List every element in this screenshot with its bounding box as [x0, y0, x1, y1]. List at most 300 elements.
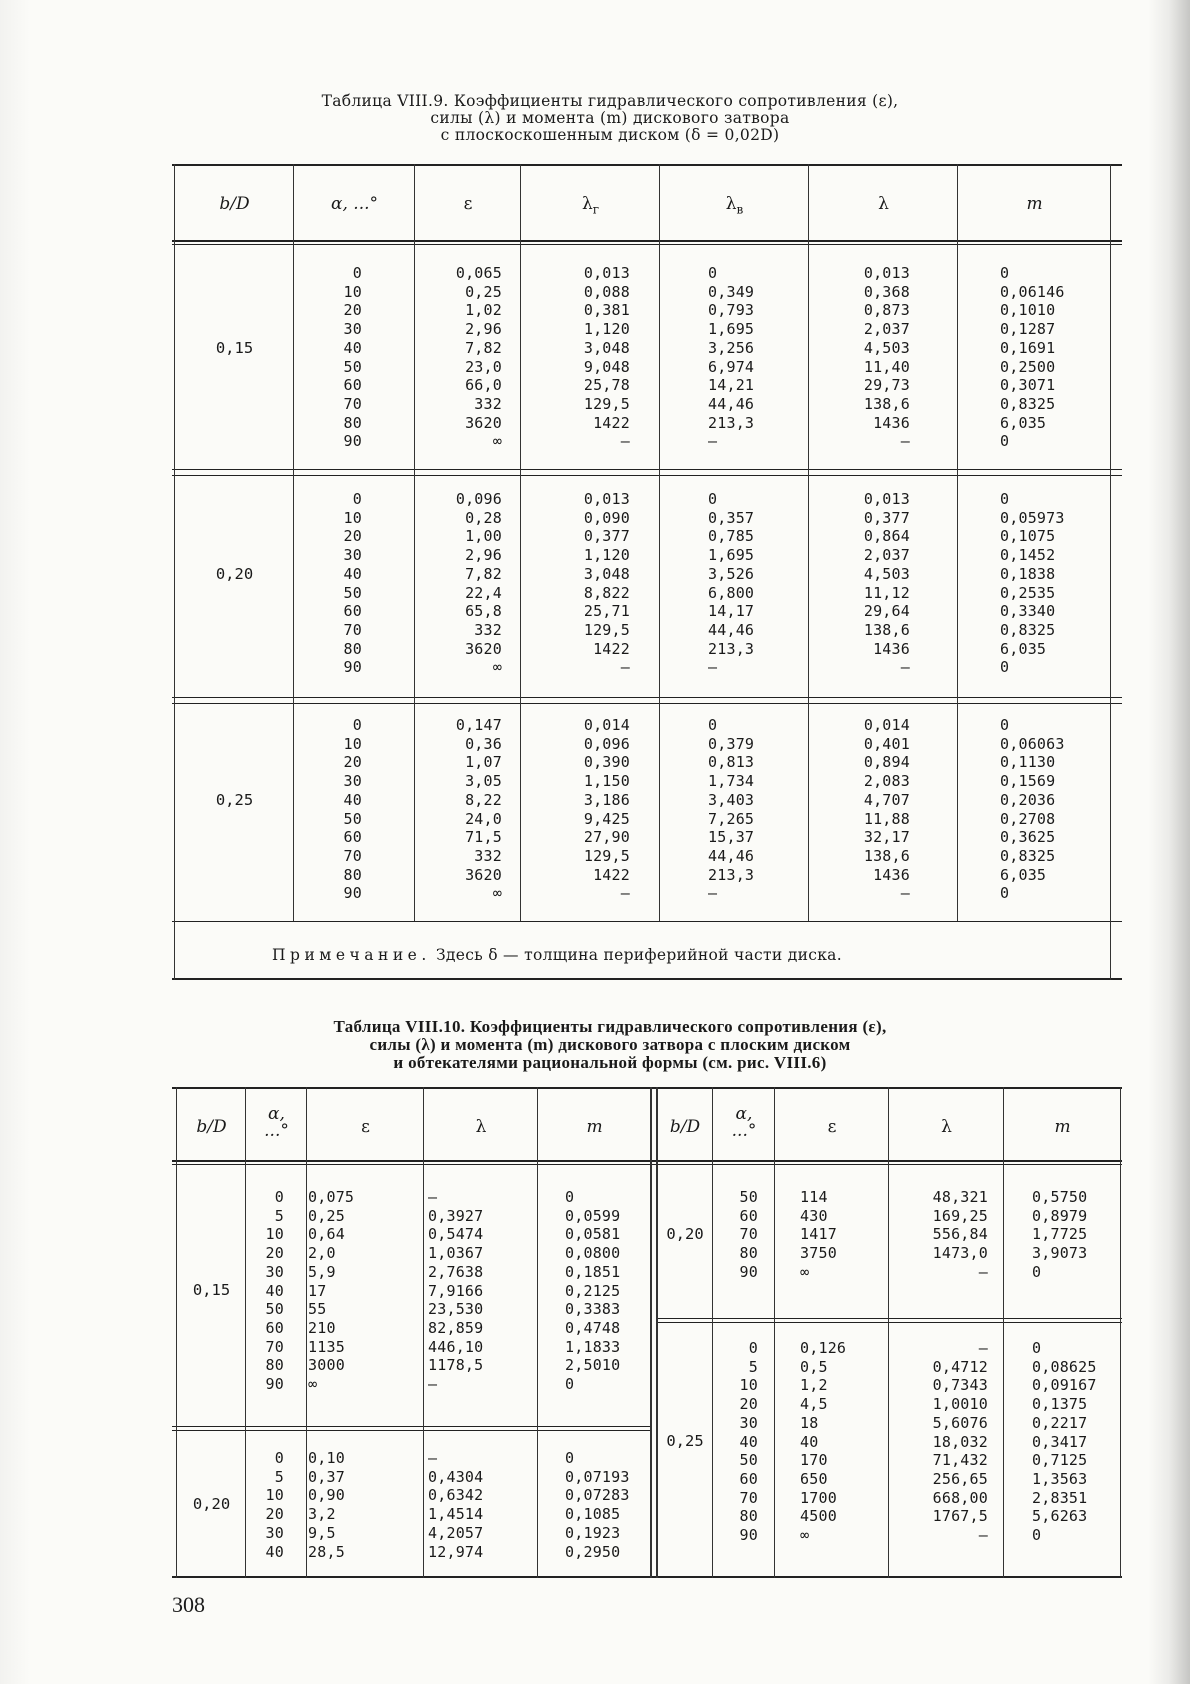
t2-eps-col-left — [308, 1449, 405, 1561]
t2-eps-col-left-cell: 9,5 — [308, 1523, 336, 1542]
t1-lambda-g-col-cell: — — [620, 658, 630, 677]
t1-lambda-g-col — [528, 716, 630, 903]
t2-alpha-col-right-cell: 50 — [739, 1188, 758, 1206]
t2-lambda-col-left-cell: 1,4514 — [428, 1505, 484, 1524]
t1-alpha-col-cell: 0 — [352, 490, 362, 508]
table2-vline — [245, 1087, 246, 1578]
t1-lambda-v-col-cell: 0 — [708, 264, 718, 282]
t1-lambda-col — [830, 716, 910, 903]
t1-lambda-col-cell: 138,6 — [863, 394, 910, 413]
t2-m-col-left-cell: 1,1833 — [565, 1337, 621, 1356]
t2-alpha-col-right-cell: 30 — [739, 1413, 758, 1432]
t1-lambda-v-col-cell: 44,46 — [708, 394, 755, 413]
t1-m-col — [1000, 264, 1100, 451]
t2-lambda-col-right-cell: 5,6076 — [932, 1413, 988, 1432]
t2-lambda-col-left-cell: 82,859 — [428, 1318, 484, 1337]
t2-alpha-col-left-cell: 30 — [265, 1523, 284, 1542]
table2-vline — [774, 1087, 775, 1578]
t1-lambda-v-col-cell: — — [708, 884, 718, 903]
t1-m-col-cell: 0,2708 — [1000, 809, 1056, 828]
t2-eps-col-right-cell: 430 — [800, 1206, 828, 1225]
t2-m-col-right-cell: 0 — [1032, 1262, 1042, 1281]
t2-m-col-left-cell: 0,07193 — [565, 1467, 630, 1486]
t2-m-col-left — [565, 1188, 649, 1394]
t1-lambda-v-col-cell: 1,695 — [708, 546, 755, 565]
t1-alpha-col-cell: 0 — [352, 264, 362, 282]
t2-alpha-col-right-cell: 80 — [739, 1244, 758, 1263]
t1-alpha-col-cell: 0 — [352, 716, 362, 734]
t1-eps-col-cell: 0,28 — [465, 508, 502, 527]
t1-lambda-g-col-cell: 1422 — [593, 639, 630, 658]
t2-eps-col-left-cell: 0,075 — [308, 1188, 355, 1206]
t2-eps-col-left — [308, 1188, 405, 1394]
t2-alpha-col-left-cell: 20 — [265, 1244, 284, 1263]
t2-alpha-col-right-cell: 40 — [739, 1432, 758, 1451]
t2-eps-col-left-cell: 2,0 — [308, 1244, 336, 1263]
t1-alpha-col — [300, 264, 362, 451]
t2-header-lambda-left: λ — [475, 1117, 487, 1137]
t1-lambda-g-col-cell: 1422 — [593, 865, 630, 884]
t2-eps-col-right-cell: 114 — [800, 1188, 828, 1206]
t2-alpha-col-left — [250, 1188, 284, 1394]
t2-eps-col-left-cell: 0,64 — [308, 1225, 345, 1244]
t1-lambda-col-cell: 138,6 — [863, 846, 910, 865]
t1-lambda-v-col-cell: 6,800 — [708, 583, 755, 602]
t1-eps-col-cell: ∞ — [492, 884, 502, 903]
table1-vline — [414, 164, 415, 921]
table2-vline — [712, 1087, 713, 1578]
t2-header-bd-left: b/D — [196, 1117, 227, 1137]
t1-eps-col — [420, 716, 502, 903]
t1-alpha-col-cell: 50 — [343, 357, 362, 376]
table2-vline — [537, 1087, 538, 1578]
t1-eps-col-cell: 22,4 — [465, 583, 502, 602]
t2-lambda-col-right-cell: 18,032 — [932, 1432, 988, 1451]
t2-alpha-col-left-cell: 30 — [265, 1262, 284, 1281]
t2-m-col-left-cell: 0,1085 — [565, 1505, 621, 1524]
t2-header-alpha-bottom: ...° — [264, 1121, 289, 1141]
t1-lambda-col-cell: 4,503 — [863, 564, 910, 583]
table2-vline — [1003, 1087, 1004, 1578]
t1-lambda-col-cell: 0,377 — [863, 508, 910, 527]
table1-note-text: Здесь δ — толщина периферийной части диска. — [430, 946, 842, 964]
t1-eps-col-cell: 0,25 — [465, 282, 502, 301]
t2-lambda-col-right-cell: 169,25 — [932, 1206, 988, 1225]
t2-eps-col-right-cell: 4,5 — [800, 1395, 828, 1414]
t1-lambda-col-cell: 4,707 — [863, 790, 910, 809]
t1-lambda-col — [830, 490, 910, 677]
t2-lambda-col-left-cell: 12,974 — [428, 1542, 484, 1561]
t2-lambda-col-left-cell: 1178,5 — [428, 1356, 484, 1375]
t1-alpha-col-cell: 80 — [343, 413, 362, 432]
t2-m-col-left-cell: 0,1923 — [565, 1523, 621, 1542]
t1-eps-col-cell: 2,96 — [465, 546, 502, 565]
t2-eps-col-left-cell: 3000 — [308, 1356, 345, 1375]
t1-lambda-v-col-cell: 14,21 — [708, 376, 755, 395]
t2-bd-value-right: 0,25 — [666, 1431, 704, 1450]
table2-header-rule — [172, 1160, 1122, 1162]
t1-lambda-v-col-cell: 0,357 — [708, 508, 755, 527]
t1-lambda-v-col-cell: 44,46 — [708, 846, 755, 865]
t1-lambda-g-col-cell: 0,088 — [583, 282, 630, 301]
t2-m-col-right-cell: 0 — [1032, 1339, 1042, 1357]
t1-eps-col — [420, 490, 502, 677]
t1-m-col-cell: 0,06146 — [1000, 282, 1065, 301]
t1-alpha-col-cell: 30 — [343, 772, 362, 791]
t1-lambda-g-col — [528, 490, 630, 677]
t2-eps-col-left-cell: 55 — [308, 1300, 327, 1319]
t2-m-col-right-cell: 1,3563 — [1032, 1469, 1088, 1488]
t1-lambda-v-col-cell: — — [708, 658, 718, 677]
t2-header-alpha-bottom: ...° — [731, 1121, 757, 1141]
t1-lambda-g-col-cell: — — [620, 884, 630, 903]
t2-alpha-col-right-cell: 0 — [748, 1339, 758, 1357]
t2-alpha-col-left-cell: 70 — [265, 1337, 284, 1356]
t1-header-lambda-v-sub: в — [736, 202, 744, 217]
t2-eps-col-right-cell: 3750 — [800, 1244, 837, 1263]
t2-alpha-col-left-cell: 0 — [274, 1188, 284, 1206]
t2-header-bd-right: b/D — [669, 1117, 701, 1137]
table1-bottom-rule — [172, 978, 1122, 980]
t1-alpha-col-cell: 40 — [343, 790, 362, 809]
t1-alpha-col-cell: 30 — [343, 546, 362, 565]
t2-alpha-col-left-cell: 10 — [265, 1486, 284, 1505]
t2-alpha-col-right-cell: 50 — [739, 1451, 758, 1470]
t2-m-col-right-cell: 0 — [1032, 1526, 1042, 1545]
t2-header-lambda-right: λ — [941, 1117, 952, 1137]
t1-alpha-col — [300, 490, 362, 677]
t1-eps-col-cell: 3,05 — [465, 772, 502, 791]
t1-lambda-col-cell: 2,083 — [863, 772, 910, 791]
table1-note — [272, 946, 842, 964]
t1-lambda-g-col-cell: 129,5 — [583, 846, 630, 865]
t2-eps-col-right-cell: 1700 — [800, 1488, 837, 1507]
t2-lambda-col-right-cell: 256,65 — [932, 1469, 988, 1488]
t1-m-col-cell: 0 — [1000, 658, 1010, 677]
t1-m-col-cell: 0 — [1000, 264, 1010, 282]
t2-eps-col-left-cell: 28,5 — [308, 1542, 345, 1561]
t2-eps-col-right-cell: 18 — [800, 1413, 819, 1432]
t1-header-lambda: λ — [878, 194, 889, 214]
t2-eps-col-right-cell: 170 — [800, 1451, 828, 1470]
t2-alpha-col-right-cell: 60 — [739, 1469, 758, 1488]
t2-alpha-col-left-cell: 20 — [265, 1505, 284, 1524]
t2-alpha-col-left-cell: 0 — [274, 1449, 284, 1467]
t2-eps-col-left-cell: 17 — [308, 1281, 327, 1300]
scan-shadow-right — [1148, 0, 1190, 1684]
t2-m-col-left-cell: 0 — [565, 1449, 575, 1467]
t1-lambda-v-col-cell: 0,785 — [708, 527, 755, 546]
table2-left-group-rule — [172, 1426, 650, 1427]
t2-header-m-right: m — [1054, 1117, 1071, 1137]
table1-vline — [808, 164, 809, 921]
table1-header-rule — [172, 240, 1122, 242]
t1-m-col-cell: 0 — [1000, 490, 1010, 508]
t2-header-alpha-top: α, — [268, 1104, 285, 1124]
t1-m-col-cell: 0,2535 — [1000, 583, 1056, 602]
t2-m-col-right-cell: 0,08625 — [1032, 1357, 1097, 1376]
t1-m-col-cell: 0,1075 — [1000, 527, 1056, 546]
t1-lambda-v-col-cell: 14,17 — [708, 602, 755, 621]
t1-lambda-g-col-cell: 1,120 — [583, 320, 630, 339]
t2-m-col-left-cell: 0,2950 — [565, 1542, 621, 1561]
table1-vline — [293, 164, 294, 921]
table1-vline — [957, 164, 958, 921]
t1-alpha-col-cell: 60 — [343, 828, 362, 847]
t2-eps-col-left-cell: 1135 — [308, 1337, 345, 1356]
t1-lambda-col-cell: 0,864 — [863, 527, 910, 546]
t1-lambda-v-col-cell: 213,3 — [708, 865, 755, 884]
t1-lambda-v-col-cell: 3,256 — [708, 338, 755, 357]
t1-lambda-g-col-cell: 0,014 — [583, 716, 630, 734]
t1-lambda-g-col-cell: 0,381 — [583, 301, 630, 320]
t1-alpha-col-cell: 90 — [343, 884, 362, 903]
t1-lambda-col-cell: 11,12 — [863, 583, 910, 602]
t1-eps-col-cell: 71,5 — [465, 828, 502, 847]
t1-alpha-col-cell: 90 — [343, 658, 362, 677]
t2-m-col-left-cell: 0,3383 — [565, 1300, 621, 1319]
t1-lambda-col-cell: 11,40 — [863, 357, 910, 376]
t1-m-col-cell: 0,3625 — [1000, 828, 1056, 847]
t1-lambda-g-col-cell: 0,013 — [583, 264, 630, 282]
t1-m-col-cell: 0,8325 — [1000, 620, 1056, 639]
t2-lambda-col-right — [900, 1188, 988, 1282]
table1-caption-line: силы (λ) и момента (m) дискового затвора — [430, 109, 790, 127]
t1-eps-col-cell: 0,36 — [465, 734, 502, 753]
t1-eps-col-cell: 332 — [474, 846, 502, 865]
t1-lambda-v-col-cell: 1,695 — [708, 320, 755, 339]
t1-alpha-col — [300, 716, 362, 903]
table1-header-rule-2 — [172, 244, 1122, 245]
t2-eps-col-right-cell: 40 — [800, 1432, 819, 1451]
t1-alpha-col-cell: 70 — [343, 846, 362, 865]
t2-m-col-left-cell: 0,0581 — [565, 1225, 621, 1244]
t1-alpha-col-cell: 10 — [343, 508, 362, 527]
t2-eps-col-left-cell: 0,90 — [308, 1486, 345, 1505]
t2-alpha-col-right-cell: 20 — [739, 1395, 758, 1414]
t1-header-eps: ε — [463, 194, 473, 214]
t1-lambda-col-cell: — — [900, 432, 910, 451]
t2-eps-col-left-cell: 210 — [308, 1318, 336, 1337]
t1-eps-col-cell: 332 — [474, 620, 502, 639]
t1-lambda-v-col — [708, 264, 786, 451]
t1-lambda-g-col-cell: 9,048 — [583, 357, 630, 376]
table2-caption-line: Таблица VIII.10. Коэффициенты гидравлического сопротивления (ε), — [333, 1017, 887, 1036]
table1-vline — [520, 164, 521, 921]
t2-lambda-col-right-cell: 1473,0 — [932, 1244, 988, 1263]
t1-eps-col-cell: 2,96 — [465, 320, 502, 339]
t2-lambda-col-right-cell: 48,321 — [932, 1188, 988, 1206]
table2-caption-line: и обтекателями рациональной формы (см. рис. VIII.6) — [393, 1053, 827, 1072]
t2-lambda-col-left-cell: 1,0367 — [428, 1244, 484, 1263]
t1-eps-col-cell: 24,0 — [465, 809, 502, 828]
t2-lambda-col-left-cell: — — [428, 1449, 438, 1467]
table1-note-label: Примечание. — [272, 946, 431, 964]
t1-eps-col-cell: 66,0 — [465, 376, 502, 395]
t2-header-alpha-top: α, — [735, 1104, 753, 1124]
t1-lambda-v-col-cell: 213,3 — [708, 413, 755, 432]
t1-lambda-g-col-cell: 0,096 — [583, 734, 630, 753]
t1-lambda-v-col-cell: 0 — [708, 490, 718, 508]
scan-shadow-left — [0, 0, 30, 1684]
t1-eps-col-cell: 8,22 — [465, 790, 502, 809]
t2-lambda-col-left — [428, 1188, 520, 1394]
t1-m-col-cell: 0,2036 — [1000, 790, 1056, 809]
t2-eps-col-left-cell: 0,25 — [308, 1206, 345, 1225]
t1-lambda-g-col-cell: 0,090 — [583, 508, 630, 527]
t2-header-alpha-right — [714, 1106, 774, 1140]
t1-m-col-cell: 6,035 — [1000, 865, 1047, 884]
t1-m-col-cell: 0 — [1000, 884, 1010, 903]
t2-eps-col-right-cell: 0,5 — [800, 1357, 828, 1376]
t2-lambda-col-right-cell: 556,84 — [932, 1225, 988, 1244]
t2-lambda-col-left-cell: 0,4304 — [428, 1467, 484, 1486]
t1-alpha-col-cell: 10 — [343, 282, 362, 301]
table2-vline-double — [650, 1087, 652, 1578]
t1-m-col-cell: 0,1569 — [1000, 772, 1056, 791]
t2-alpha-col-left-cell: 50 — [265, 1300, 284, 1319]
t2-lambda-col-left — [428, 1449, 520, 1561]
t1-lambda-g-col-cell: 25,71 — [583, 602, 630, 621]
t2-lambda-col-right-cell: 668,00 — [932, 1488, 988, 1507]
t1-lambda-col-cell: 0,013 — [863, 264, 910, 282]
t1-m-col-cell: 6,035 — [1000, 413, 1047, 432]
t2-alpha-col-left-cell: 5 — [274, 1467, 284, 1486]
t1-alpha-col-cell: 80 — [343, 639, 362, 658]
t1-alpha-col-cell: 60 — [343, 602, 362, 621]
t2-m-col-left-cell: 0 — [565, 1375, 575, 1394]
t1-eps-col-cell: 0,096 — [455, 490, 502, 508]
t1-lambda-v-col-cell: 0,379 — [708, 734, 755, 753]
t2-m-col-right-cell: 0,7125 — [1032, 1451, 1088, 1470]
t1-header-lambda-g — [522, 194, 659, 216]
t1-m-col-cell: 0,06063 — [1000, 734, 1065, 753]
t1-eps-col-cell: 332 — [474, 394, 502, 413]
t1-m-col-cell: 0,1452 — [1000, 546, 1056, 565]
t2-lambda-col-left-cell: 0,5474 — [428, 1225, 484, 1244]
table2-caption — [170, 1018, 1050, 1072]
table1-group-rule — [172, 697, 1122, 698]
t1-lambda-v-col-cell: 3,403 — [708, 790, 755, 809]
t1-alpha-col-cell: 70 — [343, 394, 362, 413]
t2-lambda-col-right-cell: 0,7343 — [932, 1376, 988, 1395]
t1-alpha-col-cell: 20 — [343, 753, 362, 772]
t1-eps-col-cell: ∞ — [492, 432, 502, 451]
t1-lambda-v-col-cell: 0 — [708, 716, 718, 734]
t1-lambda-v-col-cell: — — [708, 432, 718, 451]
t2-lambda-col-right-cell: 71,432 — [932, 1451, 988, 1470]
t1-eps-col-cell: 23,0 — [465, 357, 502, 376]
t1-alpha-col-cell: 90 — [343, 432, 362, 451]
t2-header-alpha-left — [247, 1106, 306, 1140]
t1-lambda-g-col-cell: 0,377 — [583, 527, 630, 546]
t2-eps-col-right — [800, 1188, 878, 1282]
t2-m-col-left-cell: 0,07283 — [565, 1486, 630, 1505]
t1-lambda-g-col-cell: 8,822 — [583, 583, 630, 602]
t1-lambda-col-cell: 0,014 — [863, 716, 910, 734]
t2-eps-col-right-cell: 1,2 — [800, 1376, 828, 1395]
table2-bottom-rule — [172, 1576, 1122, 1578]
t2-lambda-col-left-cell: 0,6342 — [428, 1486, 484, 1505]
t2-lambda-col-left-cell: 2,7638 — [428, 1262, 484, 1281]
t2-alpha-col-right-cell: 10 — [739, 1376, 758, 1395]
t1-eps-col-cell: 65,8 — [465, 602, 502, 621]
t2-m-col-right-cell: 0,09167 — [1032, 1376, 1097, 1395]
table1-group-rule-2 — [172, 703, 1122, 704]
t1-alpha-col-cell: 40 — [343, 338, 362, 357]
t1-header-lambda-v — [661, 194, 808, 216]
table2-vline — [1120, 1087, 1121, 1578]
t2-eps-col-left-cell: 0,37 — [308, 1467, 345, 1486]
t2-m-col-left-cell: 0,2125 — [565, 1281, 621, 1300]
t1-lambda-g-col-cell: — — [620, 432, 630, 451]
t1-lambda-col-cell: 29,73 — [863, 376, 910, 395]
table2-vline-double — [656, 1087, 658, 1578]
t1-alpha-col-cell: 70 — [343, 620, 362, 639]
table1-group-rule-2 — [172, 475, 1122, 476]
t1-m-col — [1000, 490, 1100, 677]
t2-header-eps-right: ε — [827, 1117, 837, 1137]
t2-alpha-col-left-cell: 40 — [265, 1281, 284, 1300]
t1-m-col-cell: 0,05973 — [1000, 508, 1065, 527]
t2-eps-col-left-cell: 3,2 — [308, 1505, 336, 1524]
t1-m-col-cell: 0,1010 — [1000, 301, 1056, 320]
t2-alpha-col-left-cell: 40 — [265, 1542, 284, 1561]
t1-lambda-g-col — [528, 264, 630, 451]
t2-m-col-right-cell: 0,8979 — [1032, 1206, 1088, 1225]
t2-m-col-right-cell: 5,6263 — [1032, 1507, 1088, 1526]
t2-m-col-right-cell: 0,3417 — [1032, 1432, 1088, 1451]
t1-lambda-g-col-cell: 3,186 — [583, 790, 630, 809]
t1-lambda-v-col-cell: 213,3 — [708, 639, 755, 658]
t1-lambda-col — [830, 264, 910, 451]
t2-m-col-left-cell: 0,1851 — [565, 1262, 621, 1281]
t2-alpha-col-left — [250, 1449, 284, 1561]
t1-eps-col-cell: 3620 — [465, 639, 502, 658]
t1-m-col-cell: 0,3340 — [1000, 602, 1056, 621]
t1-lambda-v-col-cell: 3,526 — [708, 564, 755, 583]
table1-vline — [659, 164, 660, 921]
t1-bd-value: 0,20 — [215, 565, 254, 583]
t2-lambda-col-right-cell: 1767,5 — [932, 1507, 988, 1526]
t1-header-lambda-g-symbol: λ — [581, 194, 593, 214]
t1-lambda-g-col-cell: 9,425 — [583, 809, 630, 828]
t1-bd-value: 0,15 — [215, 339, 254, 357]
t1-lambda-v-col-cell: 1,734 — [708, 772, 755, 791]
t1-eps-col-cell: ∞ — [492, 658, 502, 677]
t1-lambda-col-cell: 4,503 — [863, 338, 910, 357]
t2-m-col-left-cell: 2,5010 — [565, 1356, 621, 1375]
t2-eps-col-right-cell: ∞ — [800, 1262, 810, 1281]
t1-alpha-col-cell: 30 — [343, 320, 362, 339]
t2-alpha-col-right-cell: 80 — [739, 1507, 758, 1526]
table1-caption — [170, 93, 1050, 144]
t1-lambda-col-cell: 138,6 — [863, 620, 910, 639]
t2-m-col-right-cell: 0,2217 — [1032, 1413, 1088, 1432]
t2-header-eps-left: ε — [361, 1117, 370, 1137]
t1-header-lambda-g-sub: г — [592, 202, 600, 217]
t2-eps-col-right — [800, 1339, 878, 1545]
t1-alpha-col-cell: 10 — [343, 734, 362, 753]
table1-group-rule — [172, 469, 1122, 470]
t1-lambda-g-col-cell: 129,5 — [583, 620, 630, 639]
t1-alpha-col-cell: 50 — [343, 583, 362, 602]
t2-lambda-col-right-cell: — — [978, 1339, 988, 1357]
t2-lambda-col-right-cell: 0,4712 — [932, 1357, 988, 1376]
t2-m-col-right-cell: 1,7725 — [1032, 1225, 1088, 1244]
table2-top-rule — [172, 1087, 1122, 1089]
t2-lambda-col-left-cell: 0,3927 — [428, 1206, 484, 1225]
